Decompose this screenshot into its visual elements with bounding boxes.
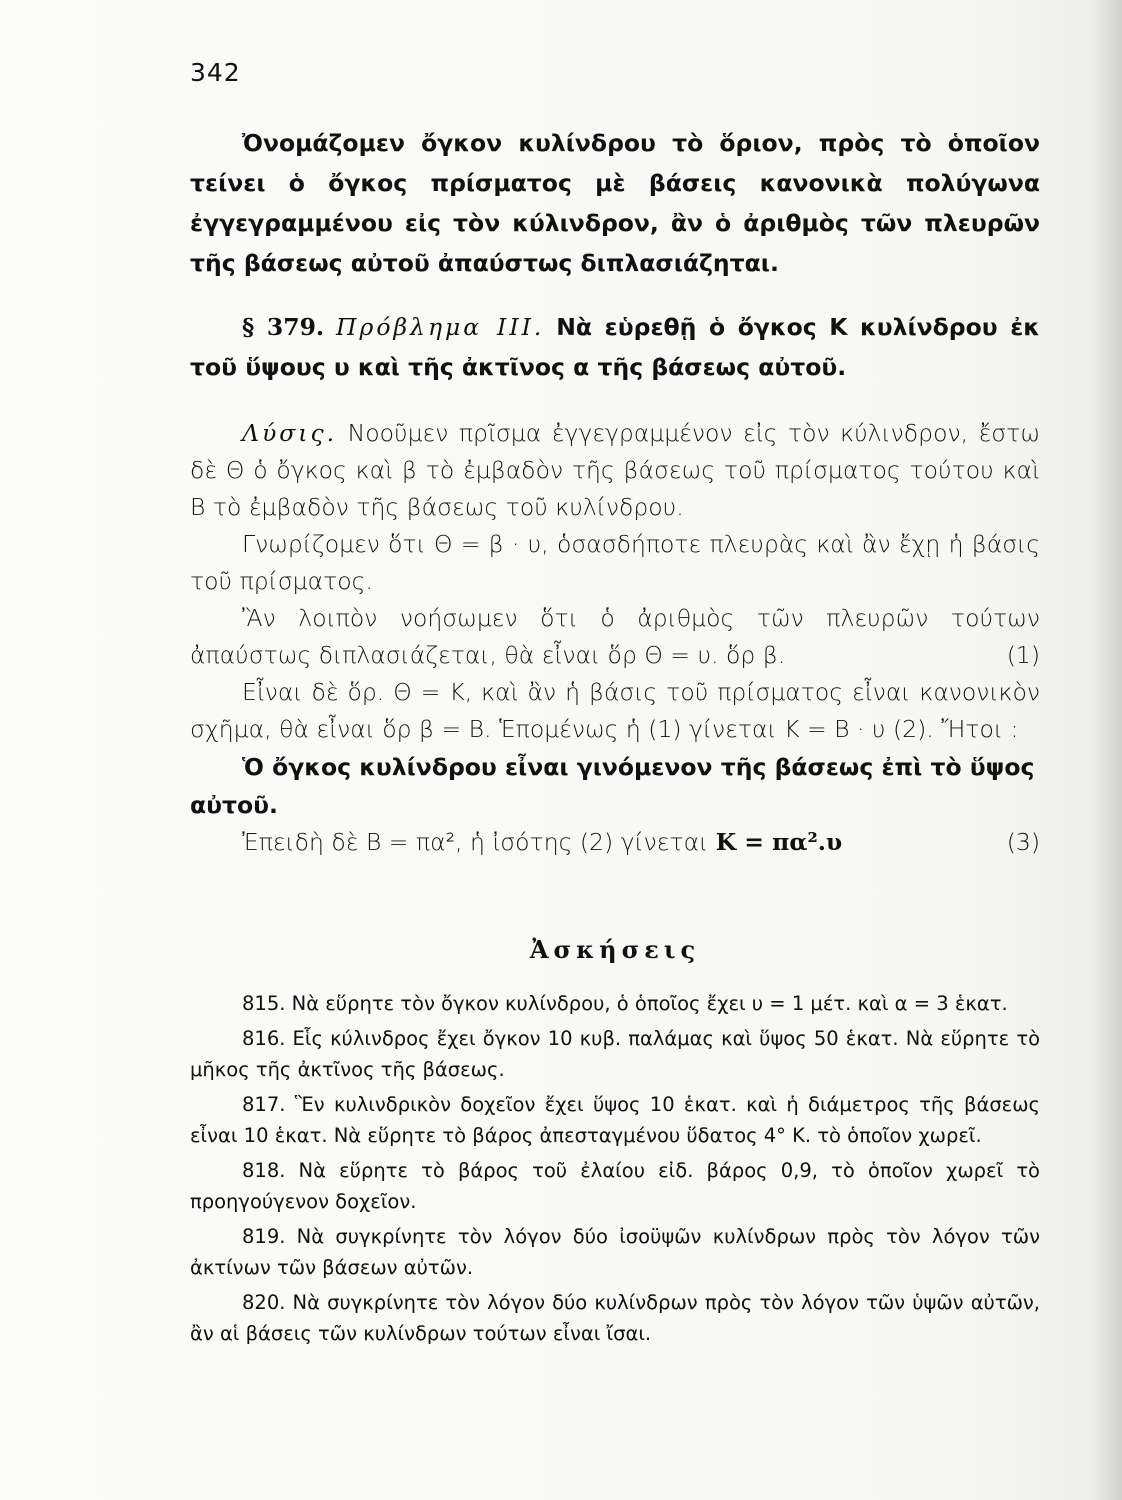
page-number: 342 bbox=[190, 58, 241, 87]
solution-p1-text: Νοοῦμεν πρῖσμα ἐγγεγραμμένον εἰς τὸν κύλινδρον, ἔστω δὲ Θ ὁ ὄγκος καὶ β τὸ ἐμβαδὸν τῆς βάσεως τοῦ πρίσματος τούτου καὶ Β τὸ ἐμβαδὸν τῆς βάσεως τοῦ κυλίνδρου. bbox=[190, 419, 1040, 521]
equation-number-1: (1) bbox=[1006, 641, 1040, 669]
problem-statement: Νὰ εὑρεθῇ ὁ ὄγκος Κ κυλίνδρου ἐκ τοῦ ὕψους υ καὶ τῆς ἀκτῖνος α τῆς βάσεως αὐτοῦ. bbox=[190, 313, 1040, 381]
solution-paragraph-1 bbox=[190, 415, 1040, 526]
exercise-item: 819. Νὰ συγκρίνητε τὸν λόγον δύο ἰσοϋψῶν κυλίνδρων πρὸς τὸν λόγον τῶν ἀκτίνων τῶν βάσεων αὐτῶν. bbox=[190, 1225, 1040, 1279]
solution-paragraph-4: Εἶναι δὲ ὅρ. Θ = Κ, καὶ ἂν ἡ βάσις τοῦ πρίσματος εἶναι κανονικὸν σχῆμα, θὰ εἶναι ὅρ β = Β. Ἑπομένως ἡ (1) γίνεται Κ = Β · υ (2). Ἤτοι : bbox=[190, 678, 1040, 743]
solution-p5-text: Ἐπειδὴ δὲ Β = πα², ἡ ἰσότης (2) γίνεται bbox=[242, 828, 709, 856]
solution-paragraph-5 bbox=[190, 824, 1040, 861]
exercise-item: 816. Εἷς κύλινδρος ἔχει ὄγκον 10 κυβ. παλάμας καὶ ὕψος 50 ἑκατ. Νὰ εὕρητε τὸ μῆκος τῆς ἀκτῖνος τῆς βάσεως. bbox=[190, 1027, 1040, 1081]
exercise-list bbox=[190, 988, 1040, 1349]
solution-p3-text: Ἂν λοιπὸν νοήσωμεν ὅτι ὁ ἀριθμὸς τῶν πλευρῶν τούτων ἀπαύστως διπλασιάζεται, θὰ εἶναι ὅρ Θ = υ. ὅρ β. bbox=[190, 604, 1040, 669]
solution-label: Λύσις. bbox=[242, 419, 338, 447]
cylinder-volume-definition: Ὀνομάζομεν ὄγκον κυλίνδρου τὸ ὅριον, πρὸς τὸ ὁποῖον τείνει ὁ ὄγκος πρίσματος μὲ βάσεις κανονικὰ πολύγωνα ἐγγεγραμμένου εἰς τὸν κύλινδρον, ἂν ὁ ἀριθμὸς τῶν πλευρῶν τῆς βάσεως αὐτοῦ ἀπαύστως διπλασιάζηται. bbox=[190, 129, 1040, 277]
page-edge-shadow bbox=[1096, 0, 1122, 1500]
problem-heading bbox=[190, 307, 1040, 387]
problem-title: Πρόβλημα III. bbox=[336, 313, 545, 341]
solution-paragraph-2: Γνωρίζομεν ὅτι Θ = β · υ, ὁσασδήποτε πλευρὰς καὶ ἂν ἔχῃ ἡ βάσις τοῦ πρίσματος. bbox=[190, 530, 1040, 595]
section-number: § 379. bbox=[242, 313, 325, 341]
solution-p5-line bbox=[190, 824, 842, 861]
exercise-item: 818. Νὰ εὕρητε τὸ βάρος τοῦ ἐλαίου εἰδ. βάρος 0,9, τὸ ὁποῖον χωρεῖ τὸ προηγούγενον δοχεῖον. bbox=[190, 1159, 1040, 1213]
solution-paragraph-3 bbox=[190, 600, 1040, 674]
page-content bbox=[190, 58, 1040, 1349]
equation-number-3: (3) bbox=[1006, 828, 1040, 856]
volume-formula: Κ = πα².υ bbox=[715, 828, 843, 856]
theorem-statement: Ὁ ὄγκος κυλίνδρου εἶναι γινόμενον τῆς βάσεως ἐπὶ τὸ ὕψος αὐτοῦ. bbox=[190, 753, 1035, 819]
exercise-item: 820. Νὰ συγκρίνητε τὸν λόγον δύο κυλίνδρων πρὸς τὸν λόγον τῶν ὑψῶν αὐτῶν, ἂν αἱ βάσεις τῶν κυλίνδρων τούτων εἶναι ἴσαι. bbox=[190, 1291, 1040, 1345]
solution-block bbox=[190, 415, 1040, 861]
exercises-title: Ἀσκήσεις bbox=[529, 935, 701, 964]
exercise-item: 817. Ἓν κυλινδρικὸν δοχεῖον ἔχει ὕψος 10 ἑκατ. καὶ ἡ διάμετρος τῆς βάσεως εἶναι 10 ἑκατ. Νὰ εὕρητε τὸ βάρος ἀπεσταγμένου ὕδατος 4° Κ. τὸ ὁποῖον χωρεῖ. bbox=[190, 1093, 1040, 1147]
exercise-item: 815. Νὰ εὕρητε τὸν ὄγκον κυλίνδρου, ὁ ὁποῖος ἔχει υ = 1 μέτ. καὶ α = 3 ἑκατ. bbox=[242, 992, 1008, 1015]
